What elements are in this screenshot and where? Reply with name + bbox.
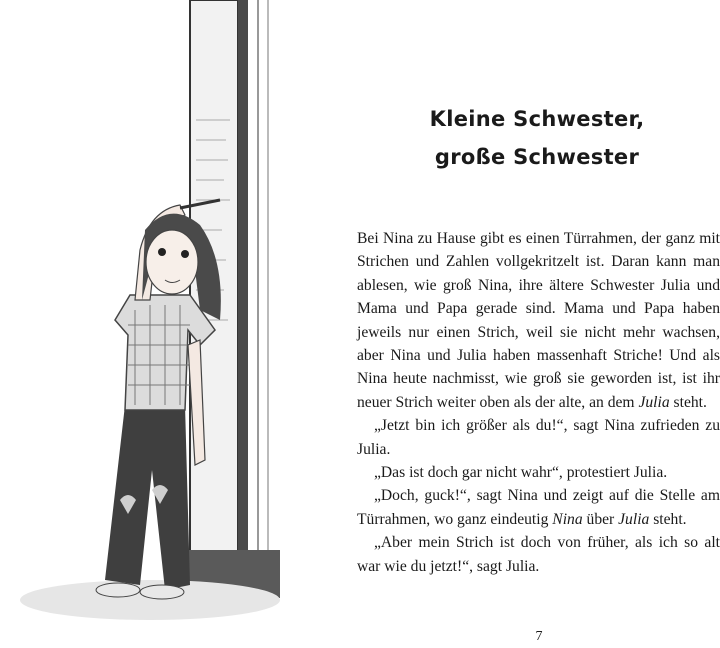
paragraph-3-text: „Das ist doch gar nicht wahr“, protestiert Julia. (374, 464, 668, 482)
paragraph-2 (357, 414, 720, 461)
paragraph-1 (357, 227, 720, 414)
paragraph-4-end: steht. (649, 510, 687, 528)
paragraph-4 (357, 484, 720, 531)
paragraph-4-italic-julia: Julia (618, 510, 650, 528)
paragraph-4-middle: über (582, 510, 619, 528)
paragraph-1-text: Bei Nina zu Hause gibt es einen Türrahmen, der ganz mit Strichen und Zahlen vollgekritzelt ist. Daran kann man ablesen, wie groß Nina, ihre ältere Schwester Julia und Mama und Papa gerade sind. Mama und Papa haben jeweils nur einen Strich, weil sie nicht mehr wachsen, aber Nina und Julia haben massenhaft Striche! Und als Nina heute nachmisst, wie groß sie geworden ist, ist ihr neuer Strich weiter oben als der alte, an dem (357, 230, 720, 411)
paragraph-1-end: steht. (669, 393, 707, 411)
text-page (357, 0, 720, 648)
chapter-title (417, 100, 657, 176)
paragraph-4-italic-nina: Nina (552, 510, 583, 528)
paragraph-4-text: „Doch, guck!“, sagt Nina und zeigt auf die Stelle am Türrahmen, wo ganz eindeutig (357, 487, 720, 528)
chapter-title-line-1: Kleine Schwester, (429, 107, 645, 131)
paragraph-5-text: „Aber mein Strich ist doch von früher, als ich so alt war wie du jetzt!“, sagt Julia. (357, 534, 720, 575)
paragraph-1-italic-julia: Julia (638, 393, 670, 411)
paragraph-5 (357, 531, 720, 578)
chapter-title-line-2: große Schwester (434, 145, 640, 169)
chapter-body (357, 227, 720, 578)
paragraph-3 (357, 461, 720, 484)
illustration-svg (0, 0, 290, 648)
paragraph-2-text: „Jetzt bin ich größer als du!“, sagt Nina zufrieden zu Julia. (357, 417, 720, 458)
page-number: 7 (535, 629, 543, 644)
illustration-girl-measuring-height (0, 0, 290, 648)
